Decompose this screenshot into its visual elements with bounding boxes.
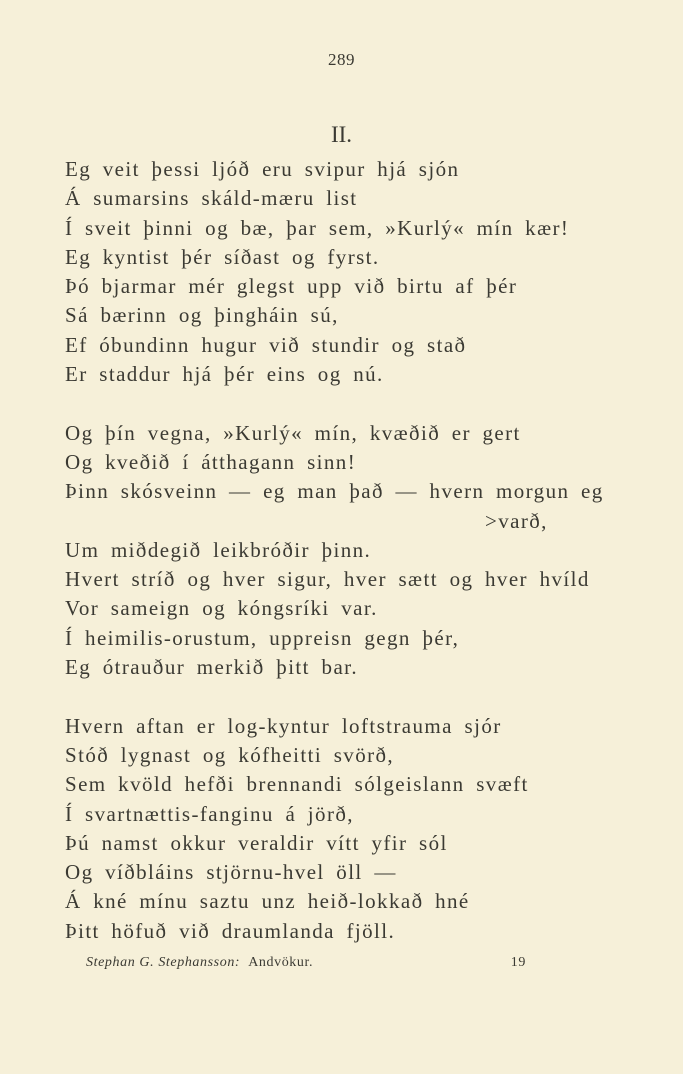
poem-line: Á kné mínu saztu unz heið-lokkað hné (65, 889, 470, 914)
poem (65, 155, 645, 946)
footer-book-title: Andvökur. (248, 955, 314, 970)
poem-line: Og þín vegna, »Kurlý« mín, kvæðið er gert (65, 420, 521, 445)
poem-line: Eg veit þessi ljóð eru svipur hjá sjón (65, 157, 460, 181)
poem-line: Hvern aftan er log-kyntur loftstrauma sjór (65, 713, 502, 738)
poem-line: Eg ótrauður merkið þitt bar. (65, 655, 359, 680)
poem-line: Um miðdegið leikbróðir þinn. (65, 537, 372, 562)
section-title: II. (330, 122, 353, 147)
stanza (65, 419, 645, 683)
footer-author: Stephan G. Stephansson: (86, 955, 241, 970)
poem-line: Í sveit þinni og bæ, þar sem, »Kurlý« mín kær! (65, 215, 570, 240)
poem-line: Sá bærinn og þingháin sú, (65, 303, 339, 328)
poem-line: Þó bjarmar mér glegst upp við birtu af þér (65, 274, 518, 299)
poem-line: >varð, (485, 508, 548, 533)
poem-line: Vor sameign og kóngsríki var. (65, 596, 378, 621)
poem-line: Og víðbláins stjörnu-hvel öll — (65, 860, 397, 885)
poem-line: Ef óbundinn hugur við stundir og stað (65, 332, 467, 357)
poem-line: Er staddur hjá þér eins og nú. (65, 362, 384, 387)
poem-line: Sem kvöld hefði brennandi sólgeislann svæft (65, 772, 529, 797)
poem-line: Eg kyntist þér síðast og fyrst. (65, 244, 380, 269)
poem-line: Í heimilis-orustum, uppreisn gegn þér, (65, 625, 460, 650)
poem-line: Þinn skósveinn — eg man það — hvern morgun eg (65, 479, 604, 504)
poem-line: Þitt höfuð við draumlanda fjöll. (65, 918, 396, 943)
poem-line: Á sumarsins skáld-mæru list (65, 186, 358, 211)
stanza (65, 155, 645, 389)
poem-line: Og kveðið í átthagann sinn! (65, 449, 357, 474)
page-number: 289 (328, 50, 355, 69)
poem-line: Þú namst okkur veraldir vítt yfir sól (65, 830, 448, 855)
poem-line: Í svartnættis-fanginu á jörð, (65, 801, 354, 826)
footer-signature-mark: 19 (510, 955, 526, 970)
stanza (65, 712, 645, 946)
page-footer (86, 955, 526, 971)
poem-line: Stóð lygnast og kófheitti svörð, (65, 742, 395, 767)
poem-line: Hvert stríð og hver sigur, hver sætt og hver hvíld (65, 567, 590, 592)
